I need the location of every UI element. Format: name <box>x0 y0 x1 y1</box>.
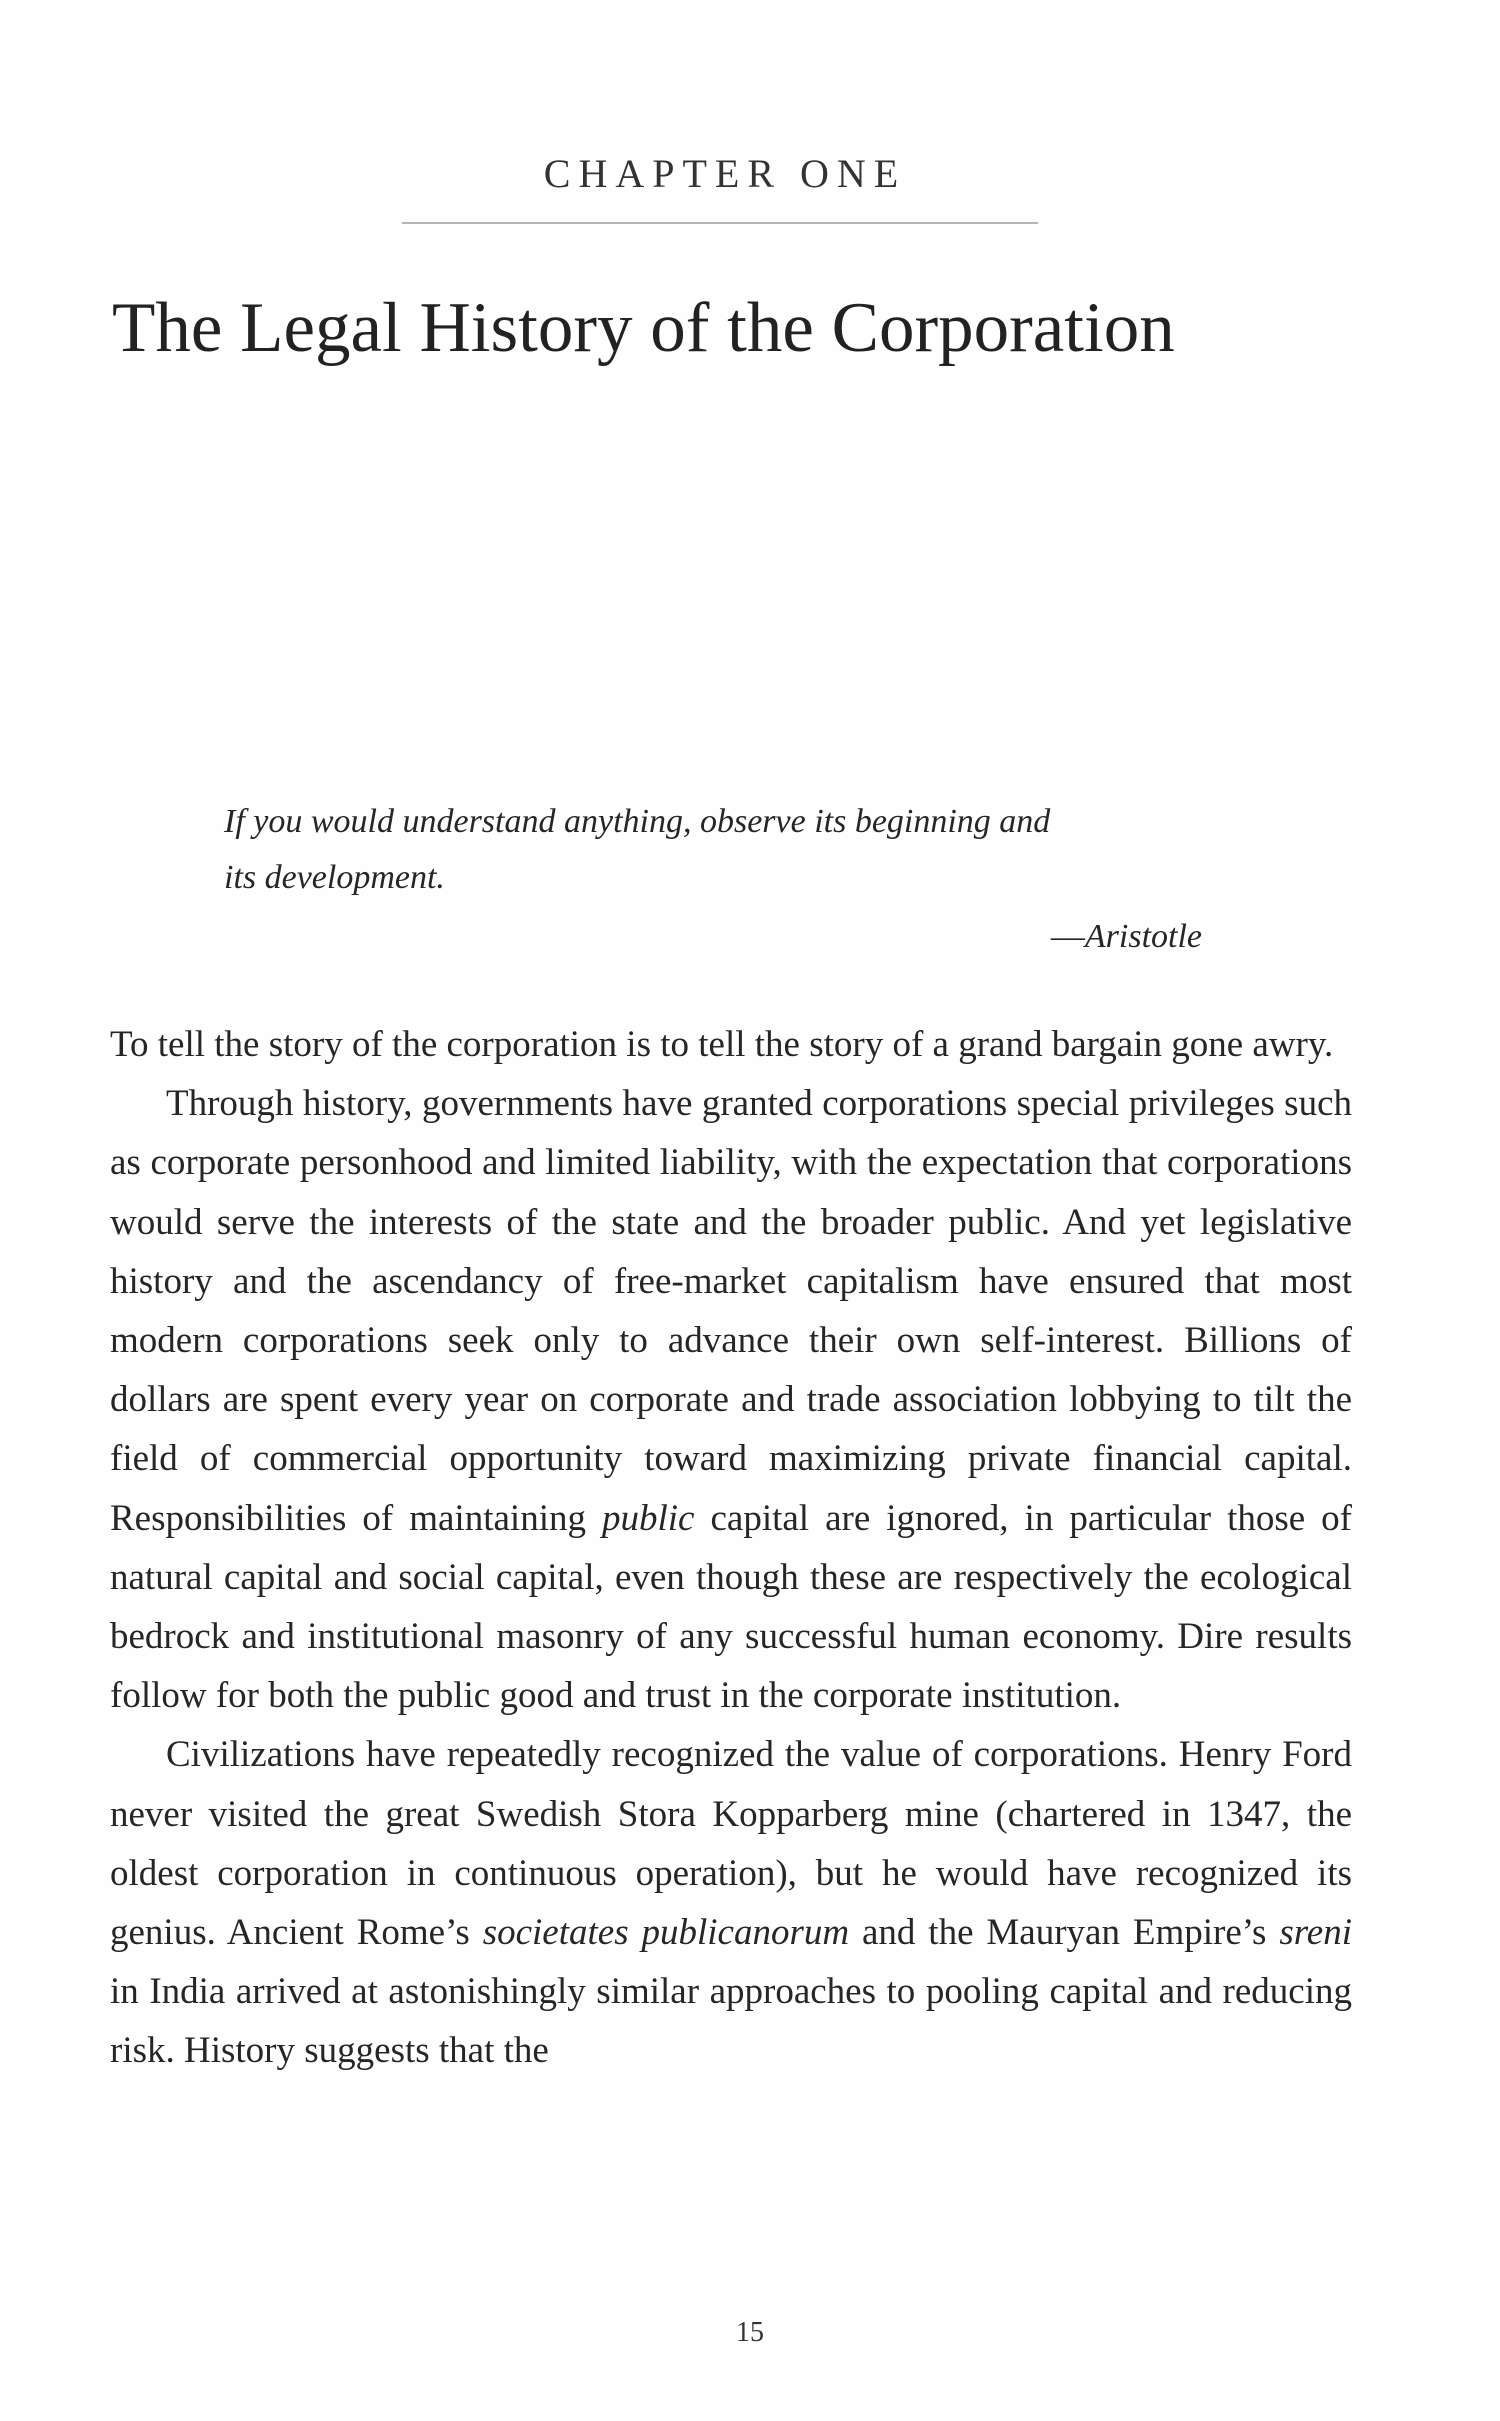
epigraph-line-1: If you would understand anything, observe its beginning and <box>224 803 1051 840</box>
attribution-dash: — <box>1050 918 1085 955</box>
paragraph-3 <box>110 1725 1352 2080</box>
paragraph-2 <box>110 1074 1352 1725</box>
paragraph-3-italic-1: societates publicanorum <box>482 1912 850 1954</box>
paragraph-3-text-c: in India arrived at astonishingly similar approaches to pooling capital and reducing risk. History suggests that the <box>110 1971 1352 2072</box>
epigraph <box>224 794 1204 906</box>
epigraph-attribution <box>0 918 1202 956</box>
paragraph-2-text-b: capital are ignored, in particular those of natural capital and social capital, even though these are respectively the ecological bedrock and institutional masonry of any successful human economy. Dire results follow for both the public good and trust in the corporate institution. <box>110 1497 1352 1717</box>
paragraph-1: To tell the story of the corporation is to tell the story of a grand bargain gone awry. <box>110 1024 1334 1065</box>
attribution-name: Aristotle <box>1084 918 1202 955</box>
chapter-label: CHAPTER ONE <box>543 151 907 196</box>
paragraph-3-text-b: and the Mauryan Empire’s <box>849 1912 1280 1954</box>
epigraph-line-2: its development. <box>224 859 445 896</box>
chapter-rule <box>402 222 1038 224</box>
paragraph-3-text-a: Civilizations have repeatedly recognized the value of corporations. Henry Ford never visited the great Swedish Stora Kopparberg mine (chartered in 1347, the oldest corporation in continuous operation), but he would have recognized its genius. Ancient Rome’s <box>110 1734 1352 1954</box>
paragraph-3-italic-2: sreni <box>1279 1912 1352 1954</box>
chapter-title: The Legal History of the Corporation <box>112 289 1175 367</box>
paragraph-2-italic: public <box>601 1497 695 1539</box>
paragraph-2-text-a: Through history, governments have granted corporations special privileges such as corporate personhood and limited liability, with the expectation that corporations would serve the interests of the state and the broader public. And yet legislative history and the ascendancy of free-market capitalism have ensured that most modern corporations seek only to advance their own self-interest. Billions of dollars are spent every year on corporate and trade association lobbying to tilt the field of commercial opportunity toward maximizing private financial capital. Responsibilities of maintaining <box>110 1083 1352 1539</box>
body-text <box>110 1015 1352 2081</box>
page-number: 15 <box>736 2317 764 2348</box>
